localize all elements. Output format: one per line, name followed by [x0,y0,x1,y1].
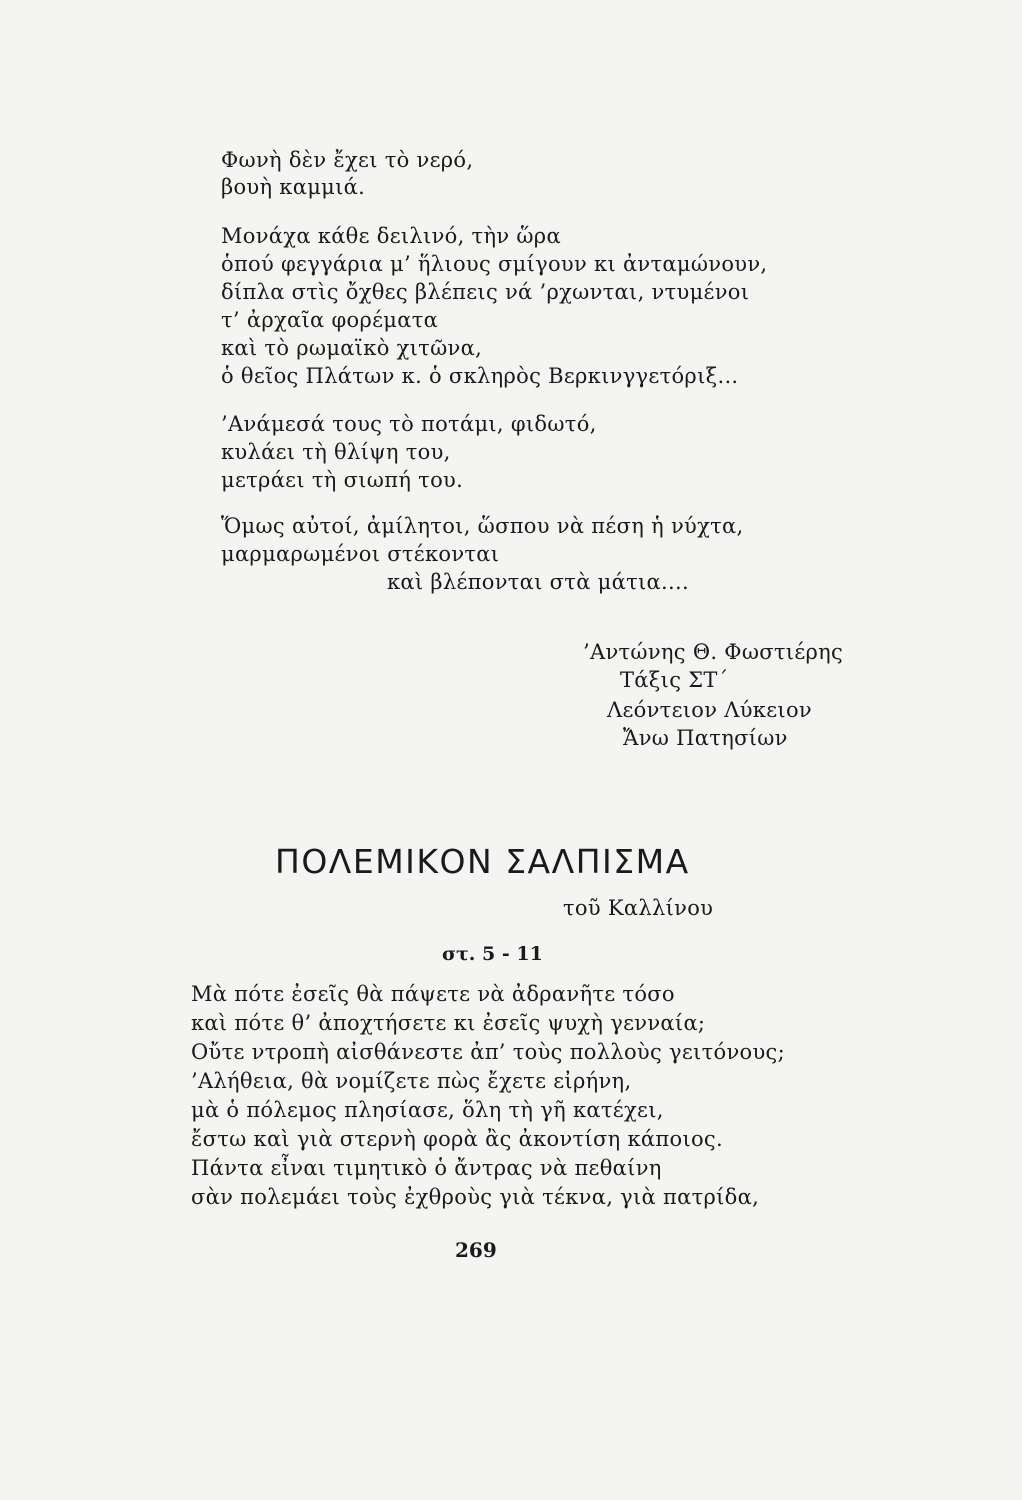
poem-line: μαρμαρωμένοι στέκονται [221,542,500,566]
poem-line: ὁ θεῖος Πλάτων κ. ὁ σκληρὸς Βερκινγγετόριξ... [221,364,739,388]
signature-class: Τάξις ΣΤ΄ [620,668,729,692]
poem-line: καὶ πότε θ’ ἀποχτήσετε κι ἐσεῖς ψυχὴ γενναία; [191,1011,706,1035]
poem-line: ὁπού φεγγάρια μ’ ἥλιους σμίγουν κι ἀνταμώνουν, [221,252,768,276]
signature-location: Ἄνω Πατησίων [623,726,788,750]
poem-line: ’Αλήθεια, θὰ νομίζετε πὼς ἔχετε εἰρήνη, [191,1069,632,1093]
poem-line: Μονάχα κάθε δειλινό, τὴν ὥρα [221,224,561,248]
page-number: 269 [455,1238,497,1262]
poem-title: ΠΟΛΕΜΙΚΟΝ ΣΑΛΠΙΣΜΑ [275,842,690,881]
poem-line: σὰν πολεμάει τοὺς ἐχθροὺς γιὰ τέκνα, γιὰ πατρίδα, [191,1185,760,1209]
signature-school: Λεόντειον Λύκειον [607,698,812,722]
poem-line: Μὰ πότε ἐσεῖς θὰ πάψετε νὰ ἀδρανῆτε τόσο [191,982,675,1006]
poem-line: μετράει τὴ σιωπή του. [221,468,464,492]
poem-line: δίπλα στὶς ὄχθες βλέπεις νά ’ρχωνται, ντυμένοι [221,280,750,304]
poem-line: καὶ τὸ ρωμαϊκὸ χιτῶνα, [221,336,483,360]
poem-line: κυλάει τὴ θλίψη του, [221,440,451,464]
poem-line: βουὴ καμμιά. [221,175,366,199]
poem-line: ’Ανάμεσά τους τὸ ποτάμι, φιδωτό, [221,412,597,436]
signature-author: ’Αντώνης Θ. Φωστιέρης [583,640,844,664]
poem-line: Φωνὴ δὲν ἔχει τὸ νερό, [221,148,474,172]
poem-line: ἔστω καὶ γιὰ στερνὴ φορὰ ἂς ἀκοντίση κάποιος. [191,1127,723,1151]
verse-reference: στ. 5 - 11 [442,943,543,965]
poem-line: Οὔτε ντροπὴ αἰσθάνεστε ἀπ’ τοὺς πολλοὺς γειτόνους; [191,1040,785,1064]
poem-line: καὶ βλέπονται στὰ μάτια.... [387,570,689,594]
poem-line: Ὅμως αὐτοί, ἀμίλητοι, ὥσπου νὰ πέση ἡ νύχτα, [221,514,744,538]
poem-line: τ’ ἀρχαῖα φορέματα [221,308,439,332]
poem-line: μὰ ὁ πόλεμος πλησίασε, ὅλη τὴ γῆ κατέχει, [191,1098,664,1122]
poem-subtitle: τοῦ Καλλίνου [563,896,714,920]
poem-line: Πάντα εἶναι τιμητικὸ ὁ ἄντρας νὰ πεθαίνη [191,1156,662,1180]
